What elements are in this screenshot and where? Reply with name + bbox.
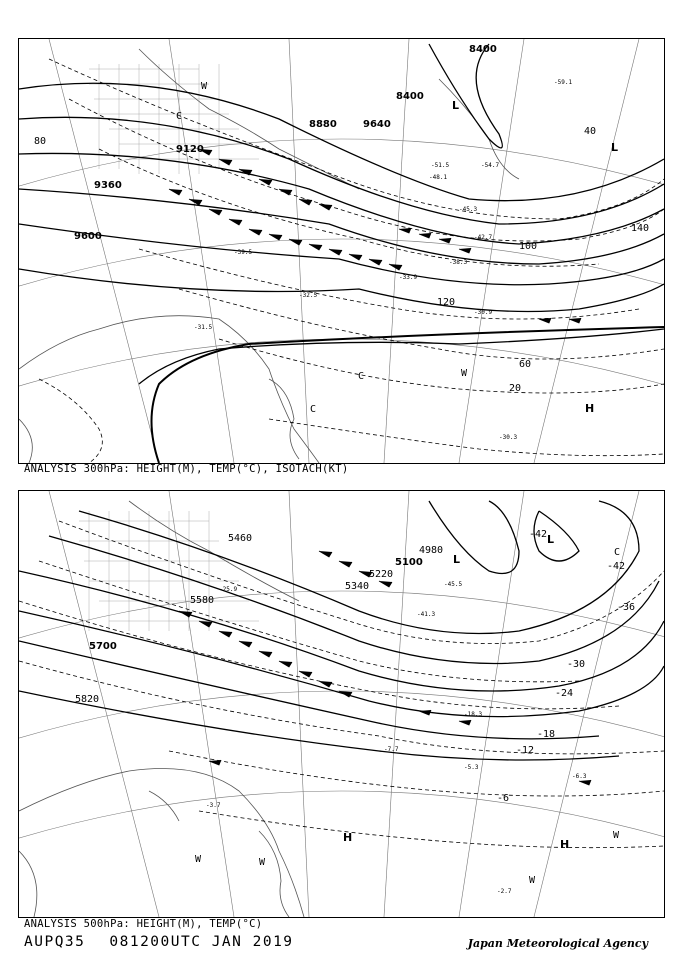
temp-sample: -39.5 <box>234 249 253 256</box>
temp-sample: -59.1 <box>554 79 573 86</box>
isotach-label: 80 <box>34 136 47 147</box>
warm-center: W <box>461 368 468 379</box>
isotherm-label: -24 <box>555 688 574 699</box>
height-label: 5340 <box>345 581 370 592</box>
height-label: 9640 <box>363 119 391 130</box>
agency-name: Japan Meteorological Agency <box>467 937 648 950</box>
isotherm-label: -30 <box>567 659 586 670</box>
high-center: H <box>343 831 353 844</box>
height-label: 5580 <box>190 595 215 606</box>
isotherm-label: -6 <box>497 793 510 804</box>
temp-labels-500 <box>497 529 635 804</box>
height-label: 5820 <box>75 694 100 705</box>
product-code: AUPQ35 <box>24 934 86 950</box>
warm-center: W <box>195 854 202 865</box>
height-label: 5220 <box>369 569 394 580</box>
temp-sample: -33.9 <box>399 274 418 281</box>
low-center: L <box>611 141 619 154</box>
low-center: L <box>452 99 460 112</box>
temp-sample: -3.7 <box>206 802 221 809</box>
temp-sample: -30.3 <box>499 434 518 441</box>
temp-sample: -54.7 <box>481 162 500 169</box>
low-center: L <box>547 533 555 546</box>
height-contours-300 <box>19 44 664 384</box>
cold-center: C <box>614 547 621 558</box>
chart-300hpa-caption: ANALYSIS 300hPa: HEIGHT(M), TEMP(°C), ISOTACH(KT) <box>24 463 349 475</box>
isotherm-label: -42 <box>529 529 548 540</box>
isotach-label: 100 <box>519 241 538 252</box>
isotherm-label: -42 <box>607 561 626 572</box>
isotach-label: 40 <box>584 126 597 137</box>
temp-sample: -30.9 <box>474 309 493 316</box>
terrain-hatch-500 <box>79 511 259 631</box>
product-footer <box>24 934 318 950</box>
centers-300 <box>176 81 618 415</box>
temp-sample: -38.3 <box>449 259 468 266</box>
height-label: 9600 <box>74 231 102 242</box>
chart-500hpa-map <box>19 491 664 917</box>
chart-500hpa <box>18 490 665 918</box>
cold-center: C <box>310 404 317 415</box>
temp-sample: -6.3 <box>572 773 587 780</box>
height-label: 9360 <box>94 180 122 191</box>
temp-sample: -42.7 <box>474 234 493 241</box>
cold-center: C <box>358 371 365 382</box>
isotherm-label: -36 <box>617 602 636 613</box>
warm-center: W <box>201 81 208 92</box>
isotach-label: 60 <box>519 359 532 370</box>
height-label: 4980 <box>419 545 444 556</box>
isotach-label: 140 <box>631 223 650 234</box>
temp-sample: -7.7 <box>384 746 399 753</box>
isotach-label: 20 <box>509 383 522 394</box>
height-label: 5700 <box>89 641 117 652</box>
coastline-500 <box>19 501 304 917</box>
temp-sample: -41.3 <box>417 611 436 618</box>
temp-sample: -32.5 <box>299 292 318 299</box>
height-label: 8400 <box>469 44 497 55</box>
high-center: H <box>585 402 595 415</box>
height-label: 5460 <box>228 533 253 544</box>
warm-center: W <box>613 830 620 841</box>
chart-300hpa <box>18 38 665 464</box>
temp-sample: -51.5 <box>431 162 450 169</box>
temp-sample: -45.5 <box>444 581 463 588</box>
temp-sample: -31.5 <box>194 324 213 331</box>
wind-barbs-300 <box>169 149 581 323</box>
chart-500hpa-caption: ANALYSIS 500hPa: HEIGHT(M), TEMP(°C) <box>24 918 263 930</box>
jet-axis-300 <box>152 327 665 463</box>
chart-300hpa-map <box>19 39 664 463</box>
height-label: 8880 <box>309 119 337 130</box>
warm-center: W <box>259 857 266 868</box>
temp-sample: -18.3 <box>464 711 483 718</box>
low-center: L <box>453 553 461 566</box>
valid-time: 081200UTC JAN 2019 <box>109 934 294 950</box>
height-label: 8400 <box>396 91 424 102</box>
temp-sample: -5.3 <box>464 764 479 771</box>
temp-sample: -2.7 <box>497 888 512 895</box>
high-center: H <box>560 838 570 851</box>
isotach-label: 120 <box>437 297 456 308</box>
isotherm-label: -12 <box>516 745 535 756</box>
height-label: 5100 <box>395 557 423 568</box>
temp-sample: -45.3 <box>459 206 478 213</box>
temp-sample: -48.1 <box>429 174 448 181</box>
cold-center: C <box>176 111 183 122</box>
temp-sample: -25.9 <box>219 586 238 593</box>
isotherm-label: -18 <box>537 729 556 740</box>
warm-center: W <box>529 875 536 886</box>
height-label: 9120 <box>176 144 204 155</box>
